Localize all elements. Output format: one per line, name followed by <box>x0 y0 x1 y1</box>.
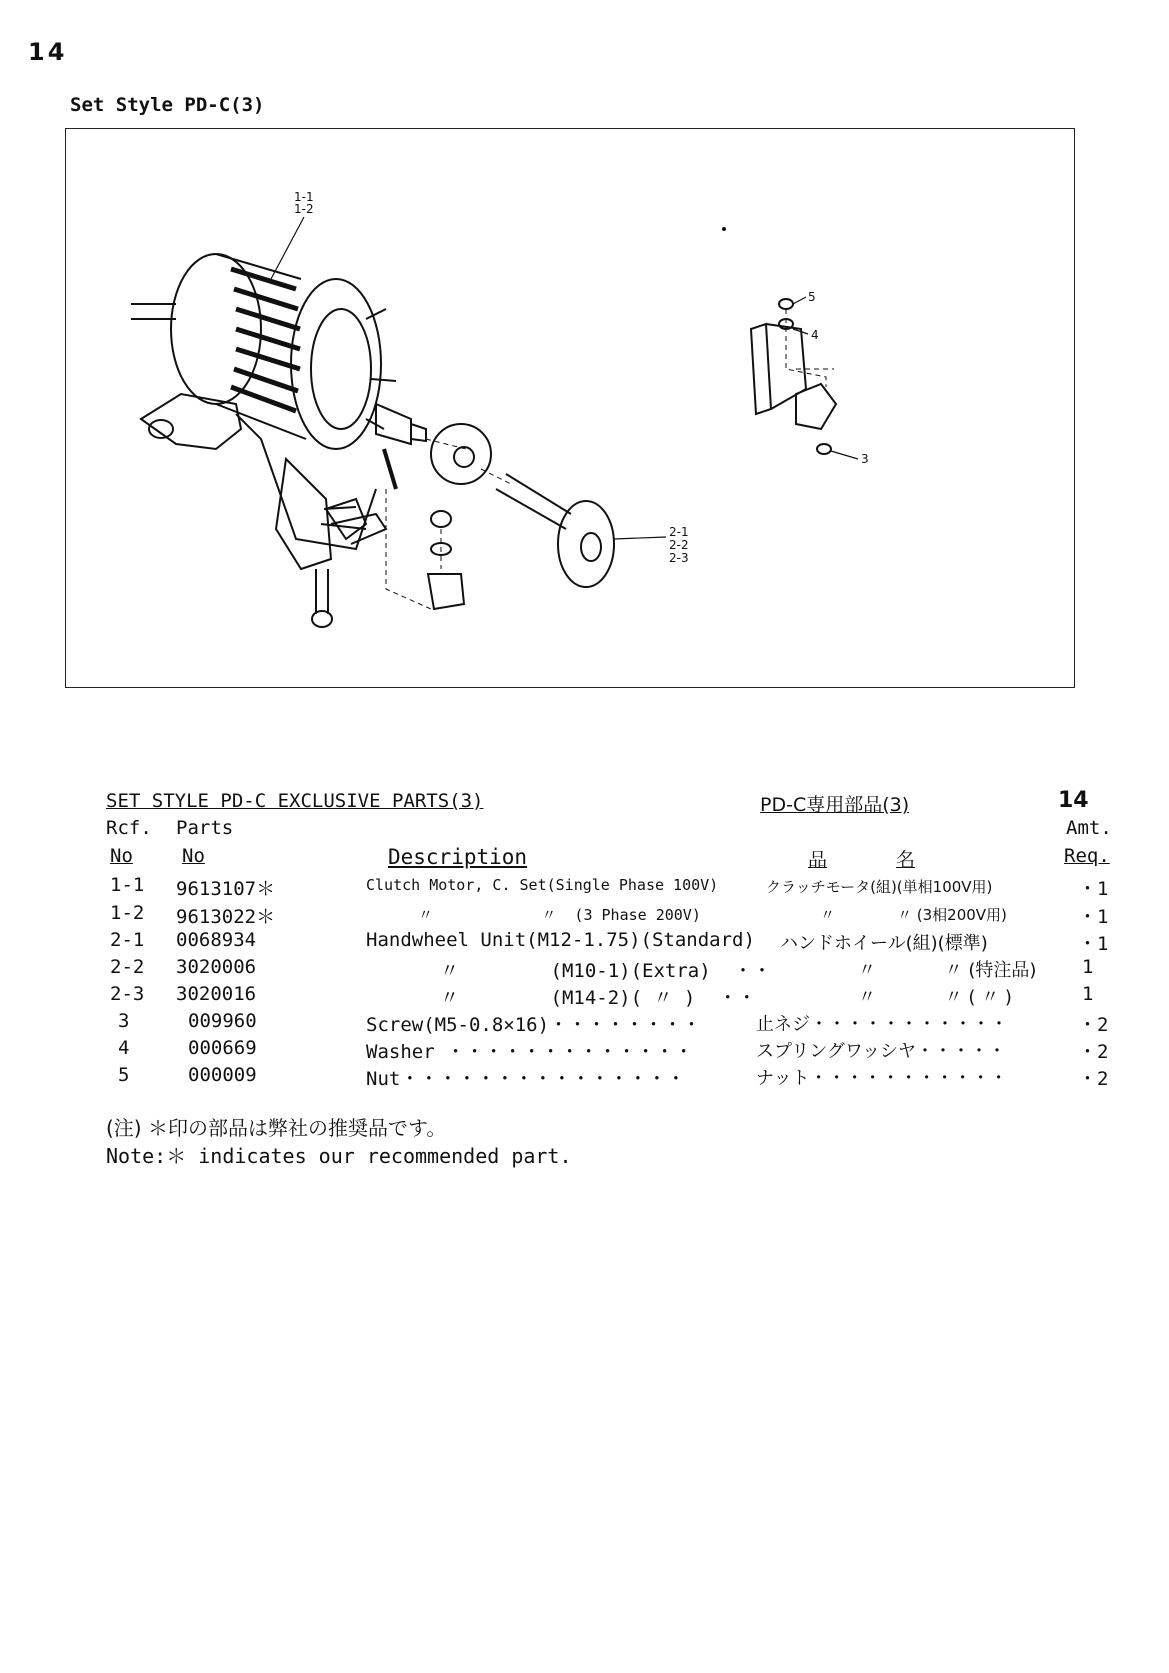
row-ref: 4 <box>118 1037 130 1059</box>
leader-2 <box>614 537 666 539</box>
header-amt-top: Amt. <box>1066 817 1112 839</box>
row-qty: ・2 <box>1078 1014 1109 1036</box>
row-part: 009960 <box>188 1010 257 1032</box>
row-desc: Screw(M5-0.8×16)・・・・・・・・ <box>366 1014 702 1036</box>
callout-1-2: 1-2 <box>294 202 314 216</box>
header-parts-top: Parts <box>176 817 234 839</box>
callout-4: 4 <box>811 328 819 342</box>
row-qty: 1 <box>1082 983 1094 1005</box>
row-ref: 1-2 <box>110 902 145 924</box>
parts-diagram <box>65 128 1075 688</box>
output-shaft <box>411 424 426 441</box>
bolt-shank <box>316 569 328 614</box>
guide-line-switch <box>786 309 834 387</box>
row-qty: ・1 <box>1078 906 1109 928</box>
row-jp: 〃 〃 (3相200V用) <box>820 906 1007 924</box>
switch-bracket <box>751 324 771 414</box>
row-part: 9613107＊ <box>176 878 276 900</box>
row-jp: ハンドホイール(組)(標準) <box>780 933 988 954</box>
row-desc: Clutch Motor, C. Set(Single Phase 100V) <box>366 876 719 894</box>
mount-hole <box>149 420 173 438</box>
motor-cooling-fins <box>231 269 300 411</box>
row-jp: 止ネジ・・・・・・・・・・・ <box>756 1014 1008 1035</box>
row-part: 3020016 <box>176 983 257 1005</box>
header-ref-no: No <box>110 845 133 867</box>
screw-3 <box>817 444 831 454</box>
callout-1-1: 1-1 <box>294 190 314 204</box>
pulley-hub <box>454 447 474 467</box>
guide-line-rubber <box>386 489 441 609</box>
callout-2-3: 2-3 <box>669 551 689 565</box>
motor-front-ring <box>311 309 371 429</box>
note-en: Note:＊ indicates our recommended part. <box>106 1144 572 1168</box>
header-jp-name-2: 名 <box>896 849 916 871</box>
motor-rear-shaft <box>131 304 176 319</box>
row-part: 000669 <box>188 1037 257 1059</box>
switch-block <box>796 384 836 429</box>
row-ref: 2-1 <box>110 929 145 951</box>
nut-5 <box>779 299 793 309</box>
row-ref: 1-1 <box>110 874 145 896</box>
row-ref: 2-3 <box>110 983 145 1005</box>
header-jp-name-1: 品 <box>808 849 828 871</box>
page-number: 14 <box>28 38 68 66</box>
row-ref: 5 <box>118 1064 130 1086</box>
row-part: 9613022＊ <box>176 906 276 928</box>
section-page-number: 14 <box>1058 788 1089 813</box>
callout-3: 3 <box>861 452 869 466</box>
nut-small <box>431 511 451 527</box>
note-jp: (注) ＊印の部品は弊社の推奨品です。 <box>106 1116 447 1140</box>
row-part: 000009 <box>188 1064 257 1086</box>
exploded-view-drawing <box>66 129 1076 689</box>
row-ref: 3 <box>118 1010 130 1032</box>
header-ref-top: Rcf. <box>106 817 152 839</box>
row-desc: 〃 (M10-1)(Extra) ・・ <box>440 960 772 982</box>
guide-line-shaft <box>426 439 511 484</box>
bolt-head <box>312 611 332 627</box>
set-title: Set Style PD-C(3) <box>70 94 265 116</box>
handwheel-hub <box>581 533 601 561</box>
header-description: Description <box>388 845 528 869</box>
callout-2-1: 2-1 <box>669 525 689 539</box>
row-qty: 1 <box>1082 956 1094 978</box>
handwheel <box>558 501 614 587</box>
clutch-forks <box>326 499 386 544</box>
row-qty: ・1 <box>1078 933 1109 955</box>
leader-1 <box>271 217 304 279</box>
section-title-jp: PD-C専用部品(3) <box>760 794 910 816</box>
output-shaft-housing <box>376 404 411 444</box>
row-desc: Handwheel Unit(M12-1.75)(Standard) <box>366 929 755 951</box>
row-qty: ・2 <box>1078 1068 1109 1090</box>
ink-dot <box>722 227 726 231</box>
callout-5: 5 <box>808 290 816 304</box>
leader-3 <box>831 451 858 459</box>
rubber-block <box>428 574 464 609</box>
row-jp: スプリングワッシヤ・・・・・ <box>756 1041 1007 1062</box>
row-desc: 〃 〃 (3 Phase 200V) <box>418 906 701 924</box>
section-title-en: SET STYLE PD-C EXCLUSIVE PARTS(3) <box>106 790 484 812</box>
row-jp: 〃 〃 ( 〃 ) <box>858 987 1012 1008</box>
header-amt-req: Req. <box>1064 845 1110 867</box>
header-parts-no: No <box>182 845 205 867</box>
row-qty: ・2 <box>1078 1041 1109 1063</box>
row-desc: 〃 (M14-2)( 〃 ) ・・ <box>440 987 757 1009</box>
leader-5 <box>793 297 806 304</box>
clutch-spring <box>384 449 396 489</box>
pulley <box>431 424 491 484</box>
callout-2-2: 2-2 <box>669 538 689 552</box>
motor-front-housing <box>291 279 381 449</box>
row-jp: 〃 〃 (特注品) <box>858 960 1037 981</box>
row-jp: ナット・・・・・・・・・・・ <box>756 1068 1008 1089</box>
row-desc: Washer ・・・・・・・・・・・・・ <box>366 1041 694 1063</box>
row-part: 0068934 <box>176 929 257 951</box>
row-ref: 2-2 <box>110 956 145 978</box>
row-part: 3020006 <box>176 956 257 978</box>
row-jp: クラッチモータ(組)(単相100V用) <box>766 878 993 896</box>
row-desc: Nut・・・・・・・・・・・・・・・ <box>366 1068 686 1090</box>
mount-foot <box>276 459 331 569</box>
row-qty: ・1 <box>1078 878 1109 900</box>
